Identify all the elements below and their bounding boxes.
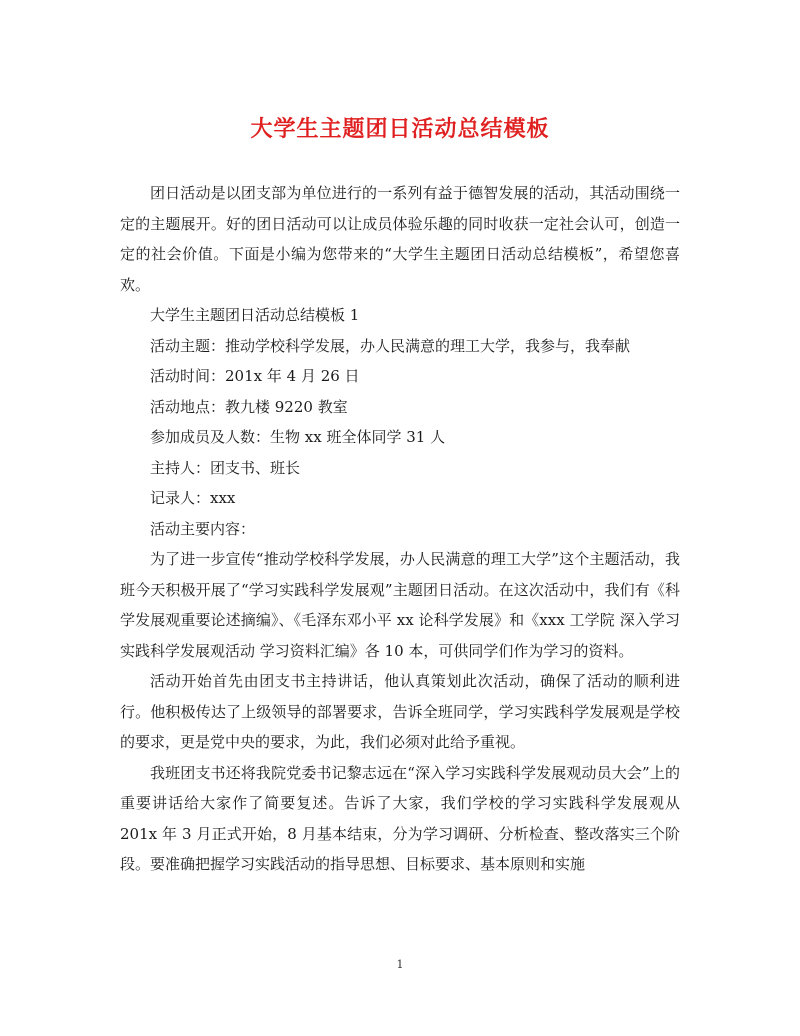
body-paragraph: 我班团支书还将我院党委书记黎志远在“深入学习实践科学发展观动员大会”上的重要讲话给大家作了简要复述。告诉了大家，我们学校的学习实践科学发展观从 201x 年 3 月正式开始，8 月基本结束，分为学习调研、分析检查、整改落实三个阶段。要准确把握学习实践活动的指导思想、目标要求、基本原则和实施 (120, 763, 680, 873)
detail-content-heading: 活动主要内容： (150, 519, 256, 538)
detail-participants: 参加成员及人数：生物 xx 班全体同学 31 人 (150, 428, 446, 446)
detail-host: 主持人：团支书、班长 (150, 458, 301, 477)
detail-time: 活动时间：201x 年 4 月 26 日 (150, 367, 360, 385)
page-number: 1 (396, 958, 404, 971)
detail-location: 活动地点：教九楼 9220 教室 (150, 397, 348, 416)
body-paragraph: 为了进一步宣传“推动学校科学发展，办人民满意的理工大学”这个主题活动，我班今天积极开展了“学习实践科学发展观”主题团日活动。在这次活动中，我们有《科学发展观重要论述摘编》、《毛泽东邓小平 xx 论科学发展》和《xxx 工学院 深入学习实践科学发展观活动 学习资料汇编》各 10 本，可供同学们作为学习的资料。 (120, 550, 680, 660)
detail-theme: 活动主题：推动学校科学发展，办人民满意的理工大学，我参与，我奉献 (150, 336, 631, 355)
detail-recorder: 记录人：xxx (150, 489, 236, 507)
body-paragraph: 活动开始首先由团支书主持讲话，他认真策划此次活动，确保了活动的顺利进行。他积极传达了上级领导的部署要求，告诉全班同学，学习实践科学发展观是学校的要求，更是党中央的要求，为此，我们必须对此给予重视。 (120, 672, 680, 751)
section-heading: 大学生主题团日活动总结模板 1 (150, 306, 360, 324)
document-title: 大学生主题团日活动总结模板 (250, 116, 550, 142)
intro-paragraph: 团日活动是以团支部为单位进行的一系列有益于德智发展的活动，其活动围绕一定的主题展开。好的团日活动可以让成员体验乐趣的同时收获一定社会认可，创造一定的社会价值。下面是小编为您带来的“大学生主题团日活动总结模板”，希望您喜欢。 (120, 184, 680, 294)
document-body (120, 178, 680, 880)
